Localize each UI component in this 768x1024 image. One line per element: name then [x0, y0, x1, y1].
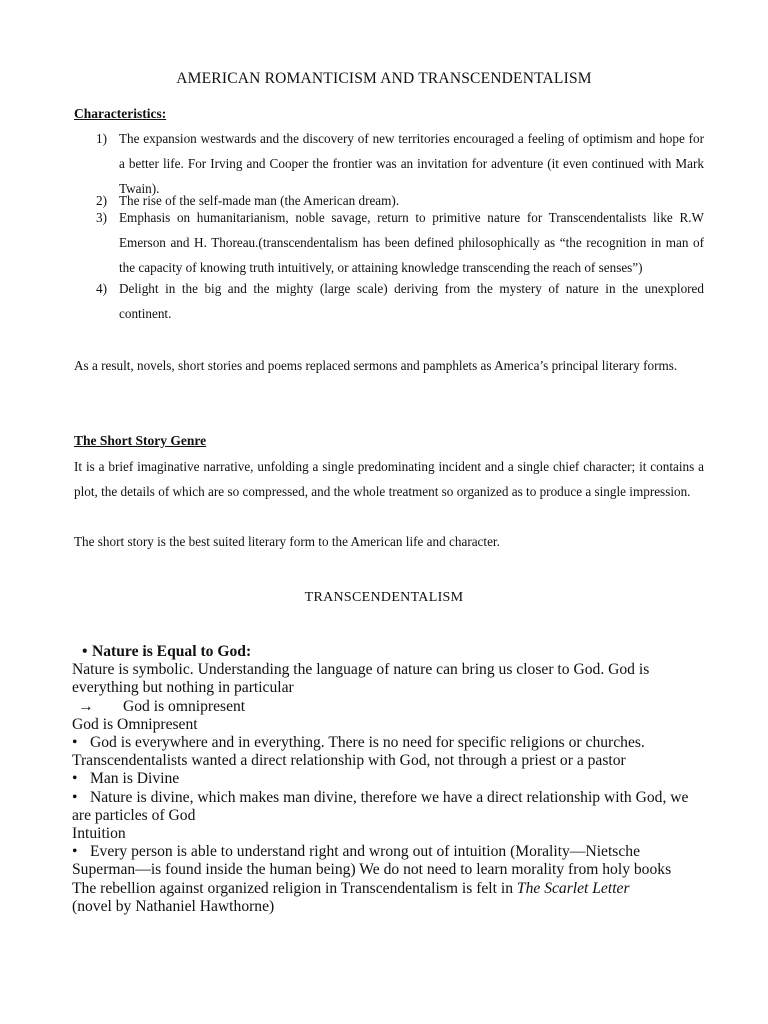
document-title: AMERICAN ROMANTICISM AND TRANSCENDENTALISM	[176, 70, 592, 87]
bullet-text: God is everywhere and in everything. There is no need for specific religions or churches.	[90, 734, 645, 752]
list-item	[74, 205, 704, 280]
bullet: •	[72, 788, 78, 806]
text-segment: The rebellion against organized religion in Transcendentalism is felt in	[72, 879, 517, 897]
bullet-line	[72, 770, 712, 788]
short-story-paragraph-2: The short story is the best suited literary form to the American life and character.	[74, 534, 500, 549]
bullet: •	[72, 734, 78, 752]
bullet-text: Every person is able to understand right and wrong out of intuition (Morality—Nietsche Superman—is found inside the human being) We do not need to learn morality from holy books	[72, 843, 672, 879]
sub-heading-text: Nature is Equal to God:	[92, 643, 252, 660]
list-number: 1)	[96, 131, 107, 146]
sub-heading	[72, 643, 712, 661]
list-text: Delight in the big and the mighty (large scale) deriving from the mystery of nature in the unexplored continent.	[119, 281, 704, 321]
list-text: Emphasis on humanitarianism, noble savage, return to primitive nature for Transcendentalists like R.W Emerson and H. Thoreau.(transcendentalism has been defined philosophically as “the recognition in man of the capacity of knowing truth intuitively, or attaining knowledge transcending the reach of senses”)	[119, 210, 704, 275]
short-story-heading: The Short Story Genre	[74, 433, 207, 448]
subheading-line: Intuition	[72, 825, 126, 843]
paragraph: Nature is symbolic. Understanding the language of nature can bring us closer to God. God is everything but nothing in particular	[72, 661, 650, 697]
bullet-line	[72, 789, 692, 825]
arrow-line	[72, 698, 712, 716]
characteristics-heading: Characteristics:	[74, 106, 167, 121]
list-number: 3)	[96, 210, 107, 225]
result-paragraph: As a result, novels, short stories and poems replaced sermons and pamphlets as America’s principal literary forms.	[74, 358, 678, 373]
bullet: •	[72, 770, 78, 788]
arrow-text: God is omnipresent	[123, 697, 246, 715]
list-item	[74, 276, 704, 326]
text-line	[72, 880, 712, 898]
bullet-text: Man is Divine	[90, 770, 180, 788]
bullet: •	[72, 843, 78, 861]
text-line: (novel by Nathaniel Hawthorne)	[72, 897, 275, 915]
bullet-line	[72, 843, 694, 879]
list-text: The expansion westwards and the discovery of new territories encouraged a feeling of optimism and hope for a better life. For Irving and Cooper the frontier was an invitation for adventure (it even continued with Mark Twain).	[119, 131, 704, 196]
bullet-line	[72, 734, 712, 752]
list-text: The rise of the self-made man (the American dream).	[119, 193, 400, 208]
transcendentalism-body	[72, 643, 712, 916]
text-line: Transcendentalists wanted a direct relationship with God, not through a priest or a pastor	[72, 752, 626, 770]
book-title: The Scarlet Letter	[516, 879, 630, 897]
bullet: •	[82, 643, 88, 660]
section-title: TRANSCENDENTALISM	[304, 590, 464, 605]
short-story-paragraph: It is a brief imaginative narrative, unfolding a single predominating incident and a single chief character; it contains a plot, the details of which are so compressed, and the whole treatment so organized as to produce a single impression.	[74, 459, 704, 499]
list-number: 2)	[96, 193, 107, 208]
characteristics-list	[74, 126, 704, 326]
subheading-line: God is Omnipresent	[72, 715, 198, 733]
list-number: 4)	[96, 281, 107, 296]
bullet-text: Nature is divine, which makes man divine, therefore we have a direct relationship with God, we are particles of God	[72, 788, 689, 824]
list-item	[74, 126, 704, 201]
arrow-icon: →	[78, 697, 94, 715]
